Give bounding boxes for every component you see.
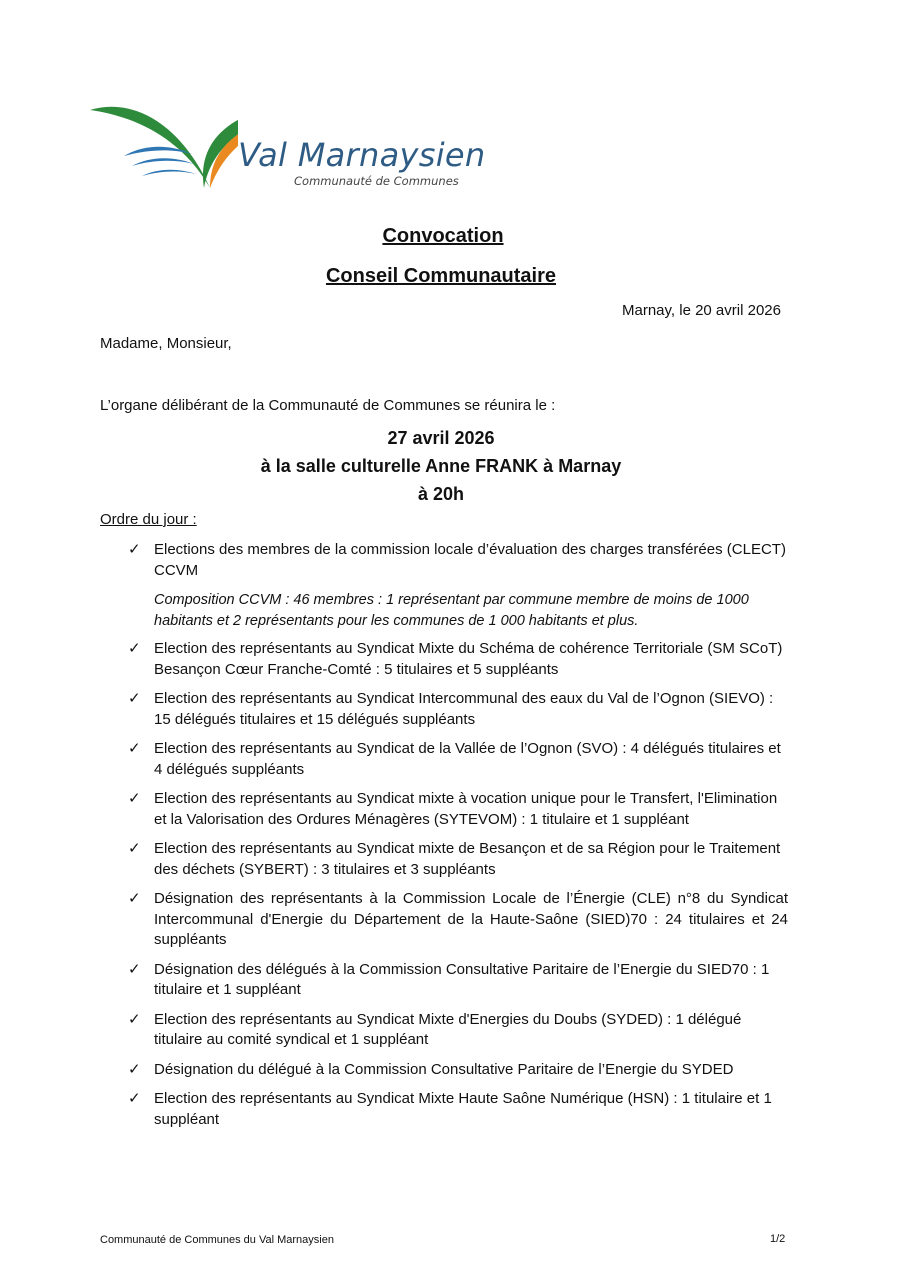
checkmark-icon: ✓ bbox=[128, 690, 141, 707]
agenda-item-text: Election des représentants au Syndicat de la Vallée de l’Ognon (SVO) : 4 délégués titulaires et 4 délégués suppléants bbox=[154, 740, 781, 778]
page-title: Convocation bbox=[382, 225, 504, 247]
agenda-item bbox=[128, 839, 788, 880]
agenda-item-text: Election des représentants au Syndicat Mixte d'Energies du Doubs (SYDED) : 1 délégué titulaire au comité syndical et 1 suppléant bbox=[154, 1010, 742, 1048]
agenda-item bbox=[128, 739, 788, 780]
page-subtitle: Conseil Communautaire bbox=[325, 265, 557, 287]
logo-name: Val Marnaysien bbox=[238, 136, 486, 174]
checkmark-icon: ✓ bbox=[128, 840, 141, 857]
agenda-item-text: Désignation du délégué à la Commission Consultative Paritaire de l’Energie du SYDED bbox=[154, 1060, 734, 1078]
checkmark-icon: ✓ bbox=[128, 890, 141, 907]
logo-subtitle: Communauté de Communes bbox=[294, 174, 459, 188]
agenda-item bbox=[128, 1010, 788, 1051]
agenda-item bbox=[128, 789, 788, 830]
checkmark-icon: ✓ bbox=[128, 1090, 141, 1107]
checkmark-icon: ✓ bbox=[128, 640, 141, 657]
date-line: Marnay, le 20 avril 2026 bbox=[622, 302, 781, 319]
agenda-item bbox=[128, 889, 788, 951]
agenda-item bbox=[128, 689, 788, 730]
agenda-item-text: Election des représentants au Syndicat Intercommunal des eaux du Val de l’Ognon (SIEVO) : 15 délégués titulaires et 15 délégués suppléants bbox=[154, 690, 774, 728]
agenda-list bbox=[128, 540, 788, 1139]
checkmark-icon: ✓ bbox=[128, 541, 141, 558]
agenda-note: Composition CCVM : 46 membres : 1 représentant par commune membre de moins de 1000 habitants et 2 représentants pour les communes de 1 000 habitants et plus. bbox=[154, 592, 749, 629]
meeting-place: à la salle culturelle Anne FRANK à Marnay bbox=[260, 456, 622, 476]
checkmark-icon: ✓ bbox=[128, 790, 141, 807]
agenda-title: Ordre du jour : bbox=[100, 511, 197, 528]
footer-organization: Communauté de Communes du Val Marnaysien bbox=[100, 1234, 334, 1246]
checkmark-icon: ✓ bbox=[128, 1060, 141, 1078]
logo-swoosh-graphic bbox=[88, 88, 238, 198]
page-number: 1/2 bbox=[770, 1233, 786, 1245]
agenda-item-text: Elections des membres de la commission locale d’évaluation des charges transférées (CLECT) CCVM bbox=[154, 541, 786, 579]
agenda-item-text: Election des représentants au Syndicat Mixte Haute Saône Numérique (HSN) : 1 titulaire et 1 suppléant bbox=[154, 1090, 772, 1128]
checkmark-icon: ✓ bbox=[128, 1010, 141, 1028]
agenda-item bbox=[128, 540, 788, 581]
agenda-item bbox=[128, 960, 788, 1001]
agenda-item-text: Election des représentants au Syndicat Mixte du Schéma de cohérence Territoriale (SM SCoT) Besançon Cœur Franche-Comté : 5 titulaires et 5 suppléants bbox=[154, 640, 783, 678]
agenda-item bbox=[128, 1089, 788, 1130]
logo bbox=[88, 88, 488, 198]
agenda-item bbox=[128, 1060, 788, 1081]
checkmark-icon: ✓ bbox=[128, 740, 141, 757]
agenda-item-text: Election des représentants au Syndicat mixte de Besançon et de sa Région pour le Traitement des déchets (SYBERT) : 3 titulaires et 3 suppléants bbox=[154, 840, 781, 878]
agenda-item-text: Election des représentants au Syndicat mixte à vocation unique pour le Transfert, l'Elimination et la Valorisation des Ordures Ménagères (SYTEVOM) : 1 titulaire et 1 suppléant bbox=[154, 790, 778, 828]
meeting-date: 27 avril 2026 bbox=[387, 428, 495, 448]
intro-text: L’organe délibérant de la Communauté de Communes se réunira le : bbox=[100, 397, 556, 414]
meeting-time: à 20h bbox=[417, 484, 465, 504]
checkmark-icon: ✓ bbox=[128, 960, 141, 978]
agenda-item-text: Désignation des représentants à la Commission Locale de l’Énergie (CLE) n°8 du Syndicat Intercommunal d'Energie du Département de la Haute-Saône (SIED)70 : 24 titulaires et 24 suppléants bbox=[154, 890, 788, 948]
agenda-item-text: Désignation des délégués à la Commission Consultative Paritaire de l’Energie du SIED70 : 1 titulaire et 1 suppléant bbox=[154, 960, 770, 998]
agenda-item bbox=[128, 639, 788, 680]
salutation: Madame, Monsieur, bbox=[100, 335, 232, 352]
